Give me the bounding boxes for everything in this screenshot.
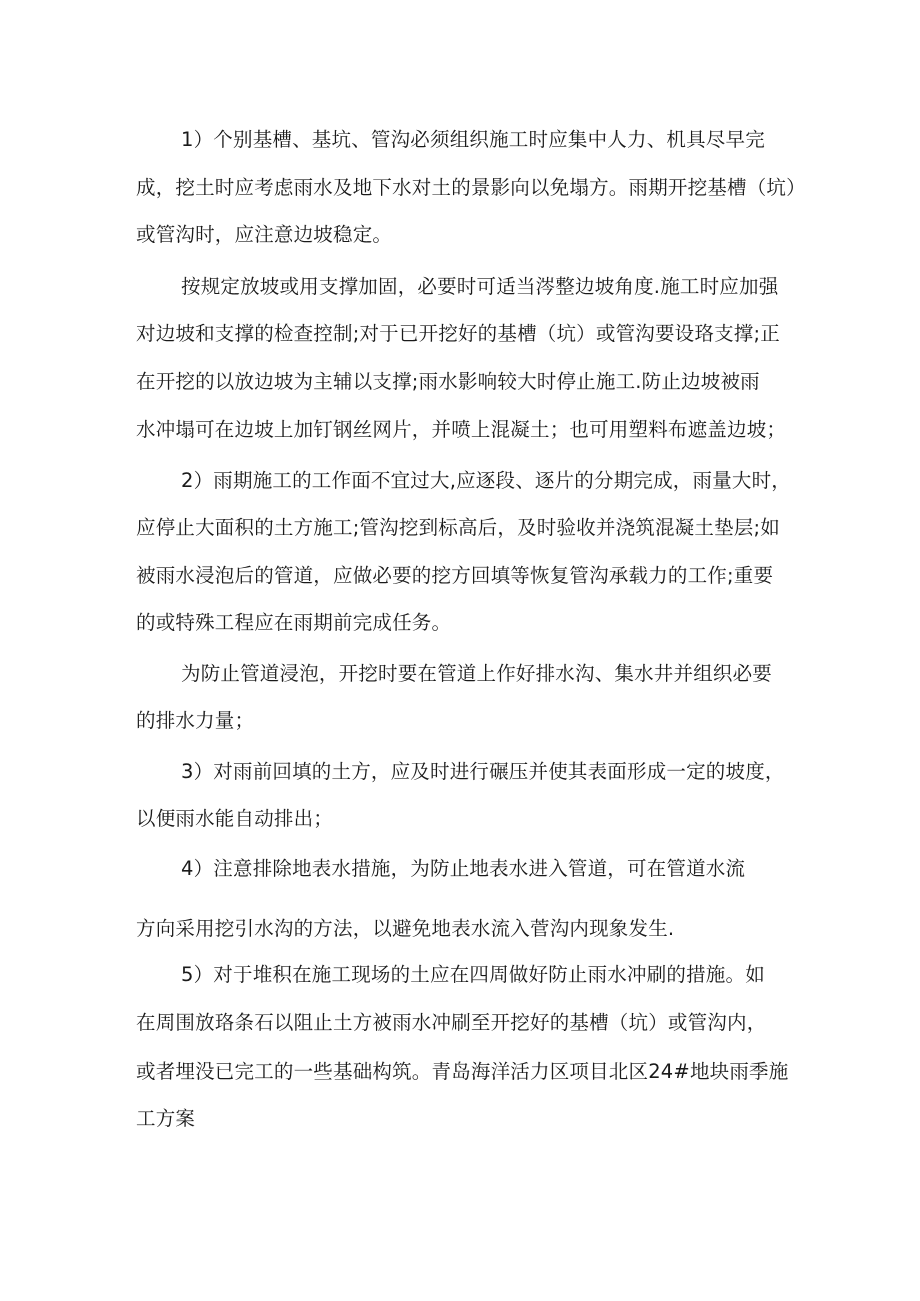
text-line: 应停止大面积的土方施工;管沟挖到标高后，及时验收并浇筑混凝土垫层;如 — [136, 516, 780, 539]
text-line: 2）雨期施工的工作面不宜过大,应逐段、逐片的分期完成，雨量大时， — [181, 469, 792, 492]
text-line: 在开挖的以放边坡为主辅以支撑;雨水影响较大时停止施工.防止边坡被雨 — [136, 370, 760, 393]
text-line: 5）对于堆积在施工现场的土应在四周做好防止雨水冲刷的措施。如 — [181, 963, 765, 986]
text-line: 对边坡和支撑的检查控制;对于已开挖好的基槽（坑）或管沟要设珞支撑;正 — [136, 322, 780, 345]
text-line: 或者埋没已完工的一些基础构筑。青岛海洋活力区项目北区24#地块雨季施 — [136, 1060, 789, 1083]
text-line: 1）个别基槽、基坑、管沟必须组织施工时应集中人力、机具尽早完 — [181, 128, 765, 151]
text-line: 水冲塌可在边坡上加钉钢丝网片，并喷上混凝土；也可用塑料布遮盖边坡； — [136, 418, 787, 441]
text-line: 方向采用挖引水沟的方法，以避免地表水流入菅沟内现象发生. — [136, 917, 675, 940]
text-line: 4）注意排除地表水措施，为防止地表水进入管道，可在管道水流 — [181, 857, 746, 880]
text-line: 工方案 — [136, 1107, 196, 1130]
text-line: 按规定放坡或用支撑加固，必要时可适当涔整边坡角度.施工时应加强 — [181, 275, 779, 298]
text-line: 或管沟时，应注意边坡稳定。 — [136, 223, 393, 246]
text-line: 的或特殊工程应在雨期前完成任务。 — [136, 611, 452, 634]
text-line: 为防止管道浸泡，开挖时要在管道上作好排水沟、集水井并组织必要 — [181, 662, 773, 685]
text-line: 3）对雨前回填的土方，应及时进行碾压并使其表面形成一定的坡度， — [181, 760, 785, 783]
text-line: 在周围放珞条石以阻止土方被雨水冲刷至开挖好的基槽（坑）或管沟内， — [136, 1011, 767, 1034]
text-line: 被雨水浸泡后的管道，应做必要的挖方回填等恢复管沟承载力的工作;重要 — [136, 564, 774, 587]
text-line: 的排水力量； — [136, 709, 255, 732]
text-line: 以便雨水能自动排出； — [136, 807, 334, 830]
text-line: 成，挖土时应考虑雨水及地下水对土的景影向以免塌方。雨期开挖基槽（坑） — [136, 176, 806, 199]
